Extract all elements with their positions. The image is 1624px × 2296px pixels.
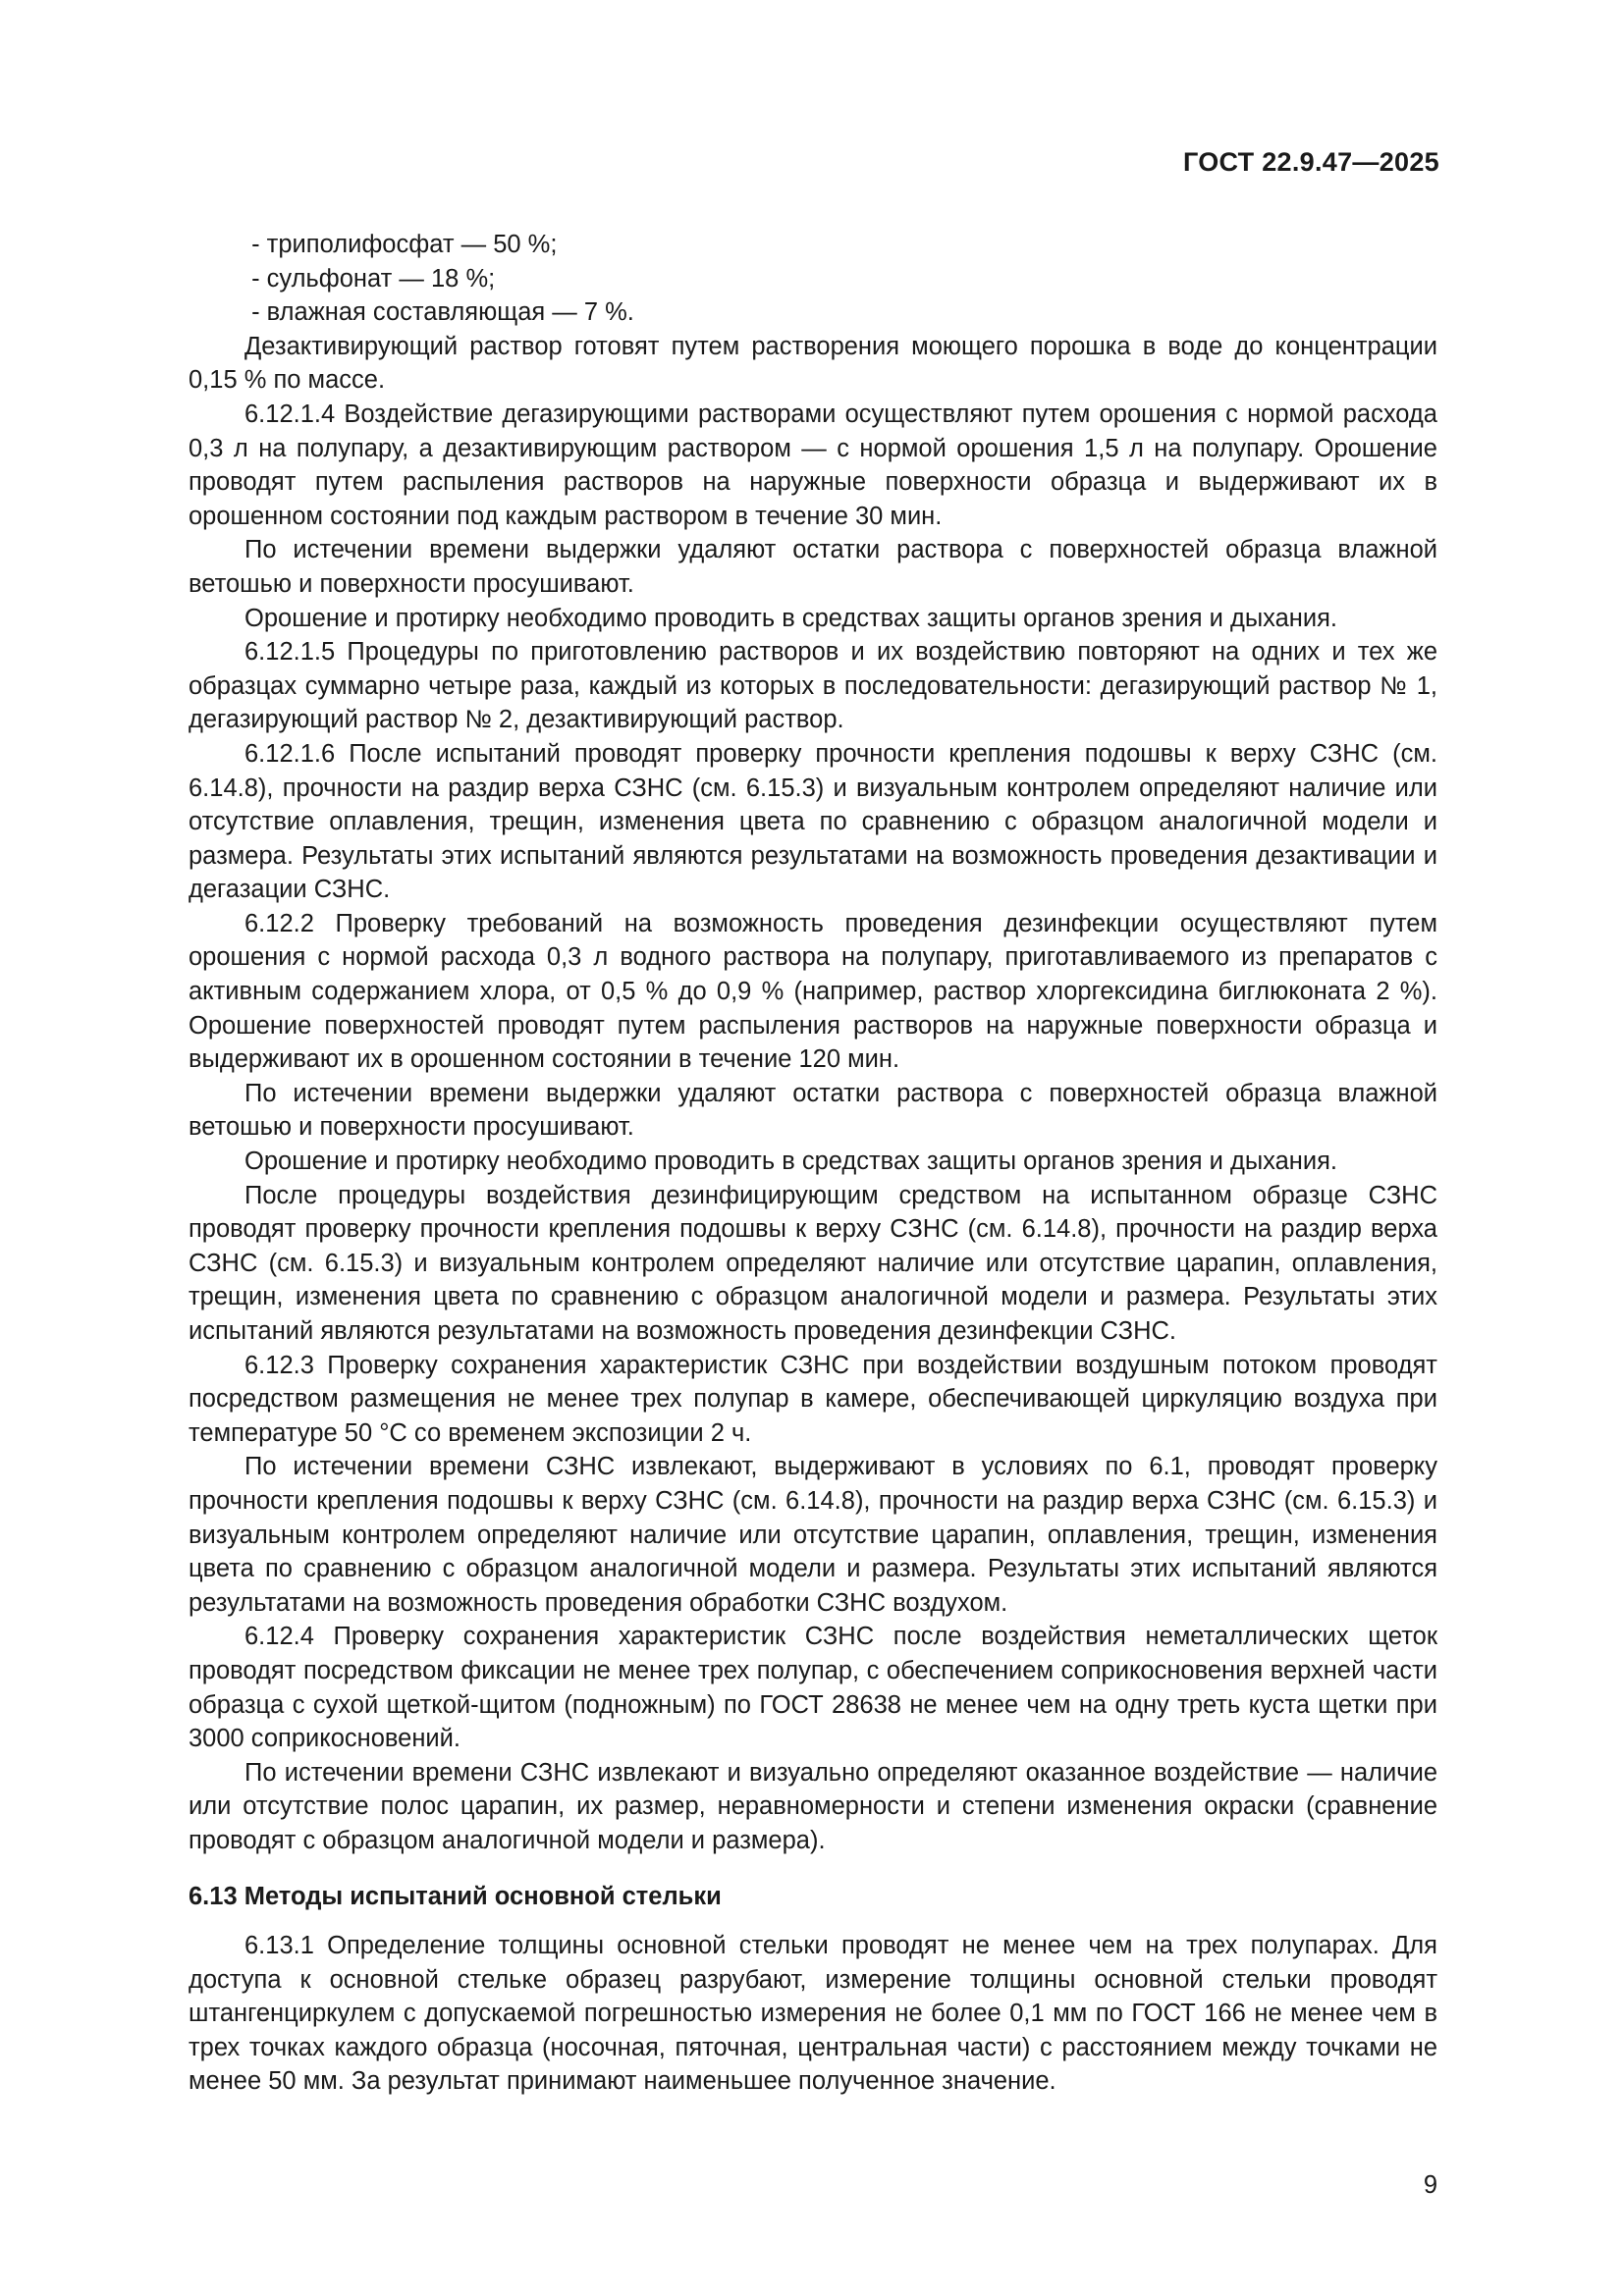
paragraph-text: По истечении времени выдержки удаляют остатки раствора с поверхностей образца влажной ветошью и поверхности просушивают. bbox=[189, 536, 1437, 598]
paragraph-text: По истечении времени СЗНС извлекают, выдерживают в условиях по 6.1, проводят проверку прочности крепления подошвы к верху СЗНС (см. 6.14.8), прочности на раздир верха СЗНС (см. 6.15.3) и визуальным контролем определяют наличие или отсутствие царапин, оплавления, трещин, изменения цвета по сравнению с образцом аналогичной модели и размера. Результаты этих испытаний являются результатами на возможность проведения обработки СЗНС воздухом. bbox=[189, 1453, 1437, 1617]
page-number: 9 bbox=[1423, 2171, 1437, 2199]
paragraph-text: 6.12.3 Проверку сохранения характеристик СЗНС при воздействии воздушным потоком проводят посредством размещения не менее трех полупар в камере, обеспечивающей циркуляцию воздуха при температуре 50 °С со временем экспозиции 2 ч. bbox=[189, 1351, 1437, 1447]
paragraph bbox=[189, 1077, 1437, 1145]
paragraph-text: После процедуры воздействия дезинфицирующим средством на испытанном образце СЗНС проводят проверку прочности крепления подошвы к верху СЗНС (см. 6.14.8), прочности на раздир верха СЗНС (см. 6.15.3) и визуальным контролем определяют наличие или отсутствие царапин, оплавления, трещин, изменения цвета по сравнению с образцом аналогичной модели и размера. Результаты этих испытаний являются результатами на возможность проведения дезинфекции СЗНС. bbox=[189, 1181, 1437, 1345]
paragraph bbox=[189, 1145, 1437, 1179]
paragraph-text: Дезактивирующий раствор готовят путем растворения моющего порошка в воде до концентрации 0,15 % по массе. bbox=[189, 332, 1437, 395]
paragraph bbox=[189, 398, 1437, 533]
paragraph bbox=[189, 1929, 1437, 2099]
paragraph-text: Орошение и протирку необходимо проводить в средствах защиты органов зрения и дыхания. bbox=[244, 1148, 1338, 1176]
paragraph-text: 6.12.1.6 После испытаний проводят проверку прочности крепления подошвы к верху СЗНС (см. 6.14.8), прочности на раздир верха СЗНС (см. 6.15.3) и визуальным контролем определяют наличие или отсутствие оплавления, трещин, изменения цвета по сравнению с образцом аналогичной модели и размера. Результаты этих испытаний являются результатами на возможность проведения дезактивации и дегазации СЗНС. bbox=[189, 739, 1437, 904]
list-item: - триполифосфат — 50 %; bbox=[251, 231, 558, 258]
paragraph bbox=[189, 1756, 1437, 1858]
document-body bbox=[189, 228, 1437, 2099]
paragraph bbox=[189, 907, 1437, 1077]
paragraph bbox=[189, 602, 1437, 636]
list-item: - влажная составляющая — 7 %. bbox=[251, 298, 634, 327]
paragraph bbox=[189, 635, 1437, 737]
paragraph bbox=[189, 533, 1437, 601]
paragraph bbox=[189, 1450, 1437, 1620]
section-heading: 6.13 Методы испытаний основной стельки bbox=[189, 1882, 722, 1910]
paragraph-text: По истечении времени выдержки удаляют остатки раствора с поверхностей образца влажной ветошью и поверхности просушивают. bbox=[189, 1079, 1437, 1142]
paragraph-text: 6.12.1.5 Процедуры по приготовлению растворов и их воздействию повторяют на одних и тех же образцах суммарно четыре раза, каждый из которых в последовательности: дегазирующий раствор № 1, дегазирующий раствор № 2, дезактивирующий раствор. bbox=[189, 638, 1437, 734]
paragraph-text: По истечении времени СЗНС извлекают и визуально определяют оказанное воздействие — наличие или отсутствие полос царапин, их размер, неравномерности и степени изменения окраски (сравнение проводят с образцом аналогичной модели и размера). bbox=[189, 1758, 1437, 1854]
paragraph bbox=[189, 1349, 1437, 1451]
paragraph bbox=[189, 330, 1437, 398]
document-standard-header: ГОСТ 22.9.47—2025 bbox=[1182, 147, 1439, 177]
paragraph-text: 6.12.1.4 Воздействие дегазирующими растворами осуществляют путем орошения с нормой расхода 0,3 л на полупару, а дезактивирующим раствором — с нормой орошения 1,5 л на полупару. Орошение проводят путем распыления растворов на наружные поверхности образца и выдерживают их в орошенном состоянии под каждым раствором в течение 30 мин. bbox=[189, 400, 1437, 530]
list-item: - сульфонат — 18 %; bbox=[251, 264, 496, 293]
paragraph-text: 6.12.2 Проверку требований на возможность проведения дезинфекции осуществляют путем орошения с нормой расхода 0,3 л водного раствора на полупару, приготавливаемого из препаратов с активным содержанием хлора, от 0,5 % до 0,9 % (например, раствор хлоргексидина биглюконата 2 %). Орошение поверхностей проводят путем распыления растворов на наружные поверхности образца и выдерживают их в орошенном состоянии в течение 120 мин. bbox=[189, 909, 1437, 1074]
paragraph bbox=[189, 737, 1437, 907]
paragraph bbox=[189, 1620, 1437, 1755]
paragraph-text: Орошение и протирку необходимо проводить в средствах защиты органов зрения и дыхания. bbox=[244, 604, 1338, 632]
paragraph bbox=[189, 1179, 1437, 1349]
paragraph-text: 6.12.4 Проверку сохранения характеристик СЗНС после воздействия неметаллических щеток проводят посредством фиксации не менее трех полупар, с обеспечением соприкосновения верхней части образца с сухой щеткой-щитом (подножным) по ГОСТ 28638 не менее чем на одну треть куста щетки при 3000 соприкосновений. bbox=[189, 1623, 1437, 1753]
paragraph-text: 6.13.1 Определение толщины основной стельки проводят не менее чем на трех полупарах. Для доступа к основной стельке образец разрубают, измерение толщины основной стельки проводят штангенциркулем с допускаемой погрешностью измерения не более 0,1 мм по ГОСТ 166 не менее чем в трех точках каждого образца (носочная, пяточная, центральная части) с расстоянием между точками не менее 50 мм. За результат принимают наименьшее полученное значение. bbox=[189, 1932, 1437, 2096]
